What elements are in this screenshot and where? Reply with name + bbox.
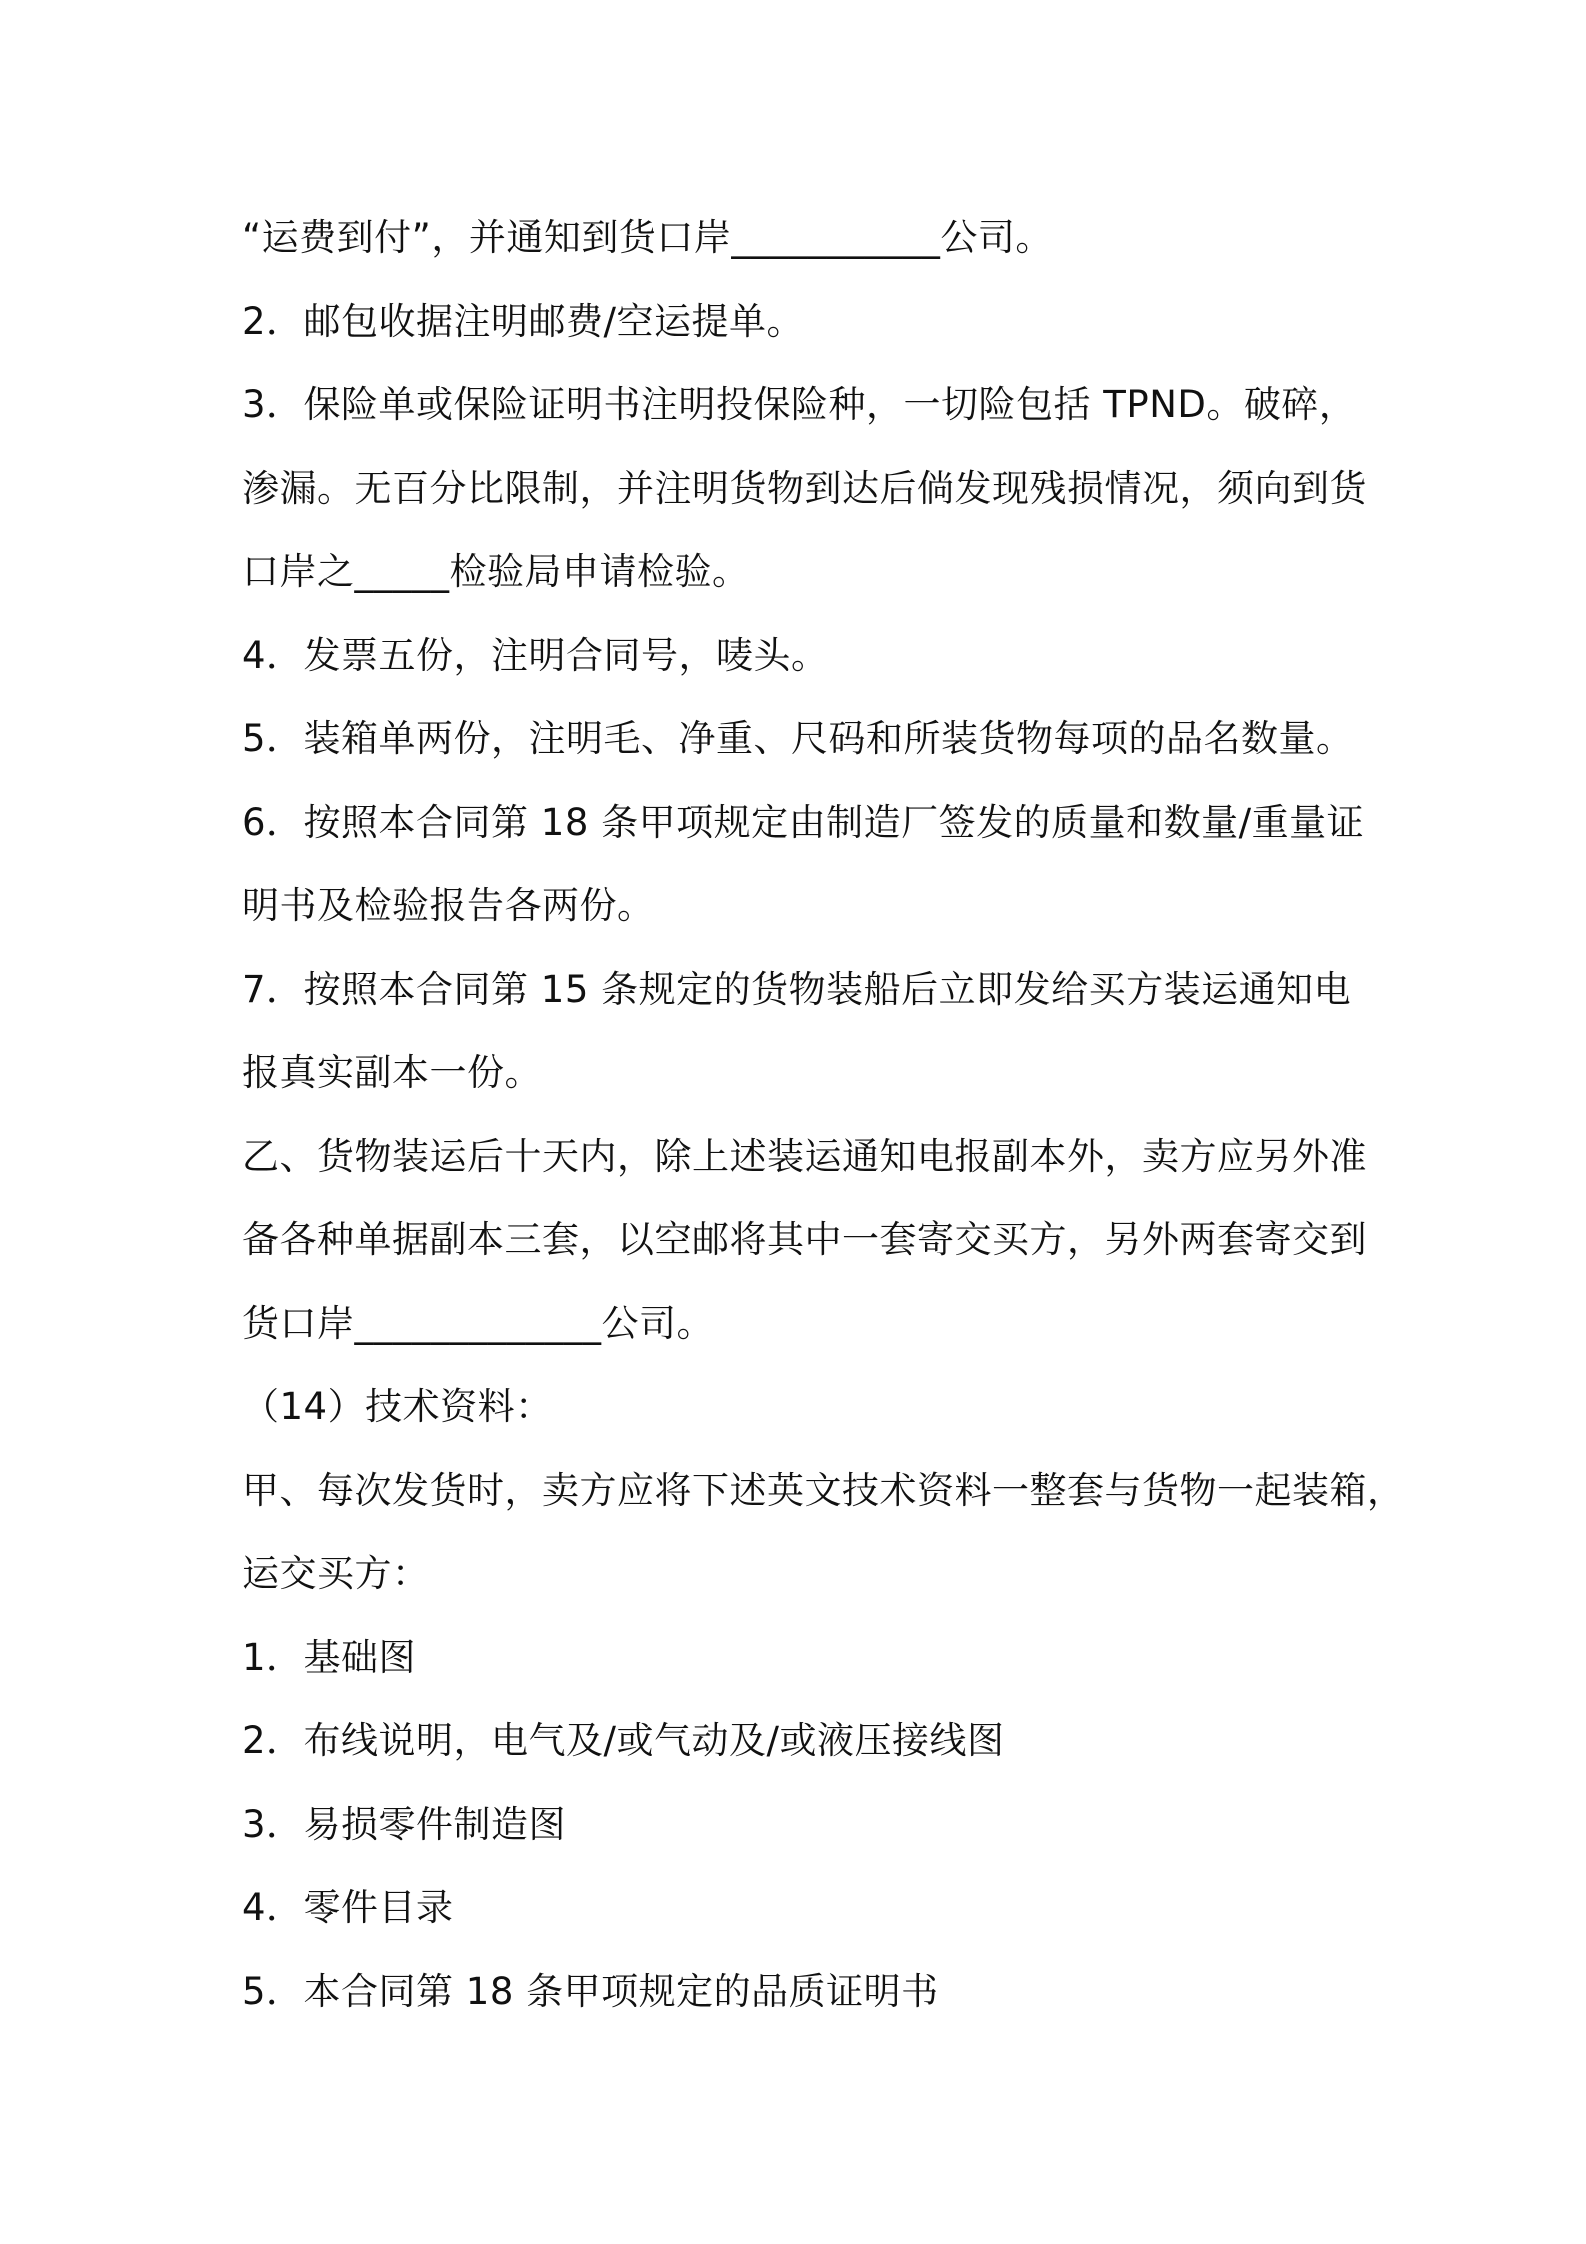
text-line: 5．装箱单两份，注明毛、净重、尺码和所装货物每项的品名数量。	[242, 717, 1354, 760]
list-item: 2．布线说明，电气及/或气动及/或液压接线图	[242, 1719, 1005, 1762]
text-line: 乙、货物装运后十天内，除上述装运通知电报副本外，卖方应另外准	[242, 1134, 1367, 1178]
list-item: 4．零件目录	[242, 1886, 454, 1929]
text-line: 甲、每次发货时，卖方应将下述英文技术资料一整套与货物一起装箱，	[242, 1468, 1405, 1512]
text-line: 6．按照本合同第 18 条甲项规定由制造厂签发的质量和数量/重量证	[242, 800, 1365, 844]
text-line: 4．发票五份，注明合同号，唛头。	[242, 633, 829, 677]
list-item: 3．易损零件制造图	[242, 1802, 567, 1846]
text-line: 7．按照本合同第 15 条规定的货物装船后立即发给买方装运通知电	[242, 967, 1352, 1011]
text-line: 3．保险单或保险证明书注明投保险种，一切险包括 TPND。破碎，	[242, 383, 1357, 426]
text-line: “运费到付”，并通知到货口岸___________公司。	[242, 216, 1053, 259]
text-line: 口岸之_____检验局申请检验。	[242, 550, 750, 593]
section-heading: （14）技术资料：	[242, 1385, 553, 1428]
text-line: 渗漏。无百分比限制，并注明货物到达后倘发现残损情况，须向到货	[242, 466, 1367, 510]
list-item: 1．基础图	[242, 1635, 417, 1679]
text-line: 2．邮包收据注明邮费/空运提单。	[242, 299, 805, 343]
document-body	[242, 196, 1405, 2033]
text-line: 报真实副本一份。	[242, 1051, 542, 1094]
list-item: 5．本合同第 18 条甲项规定的品质证明书	[242, 1969, 939, 2013]
text-line: 货口岸_____________公司。	[242, 1301, 714, 1345]
text-line: 备各种单据副本三套，以空邮将其中一套寄交买方，另外两套寄交到	[242, 1218, 1367, 1261]
text-line: 明书及检验报告各两份。	[242, 884, 655, 927]
text-line: 运交买方：	[242, 1552, 430, 1595]
